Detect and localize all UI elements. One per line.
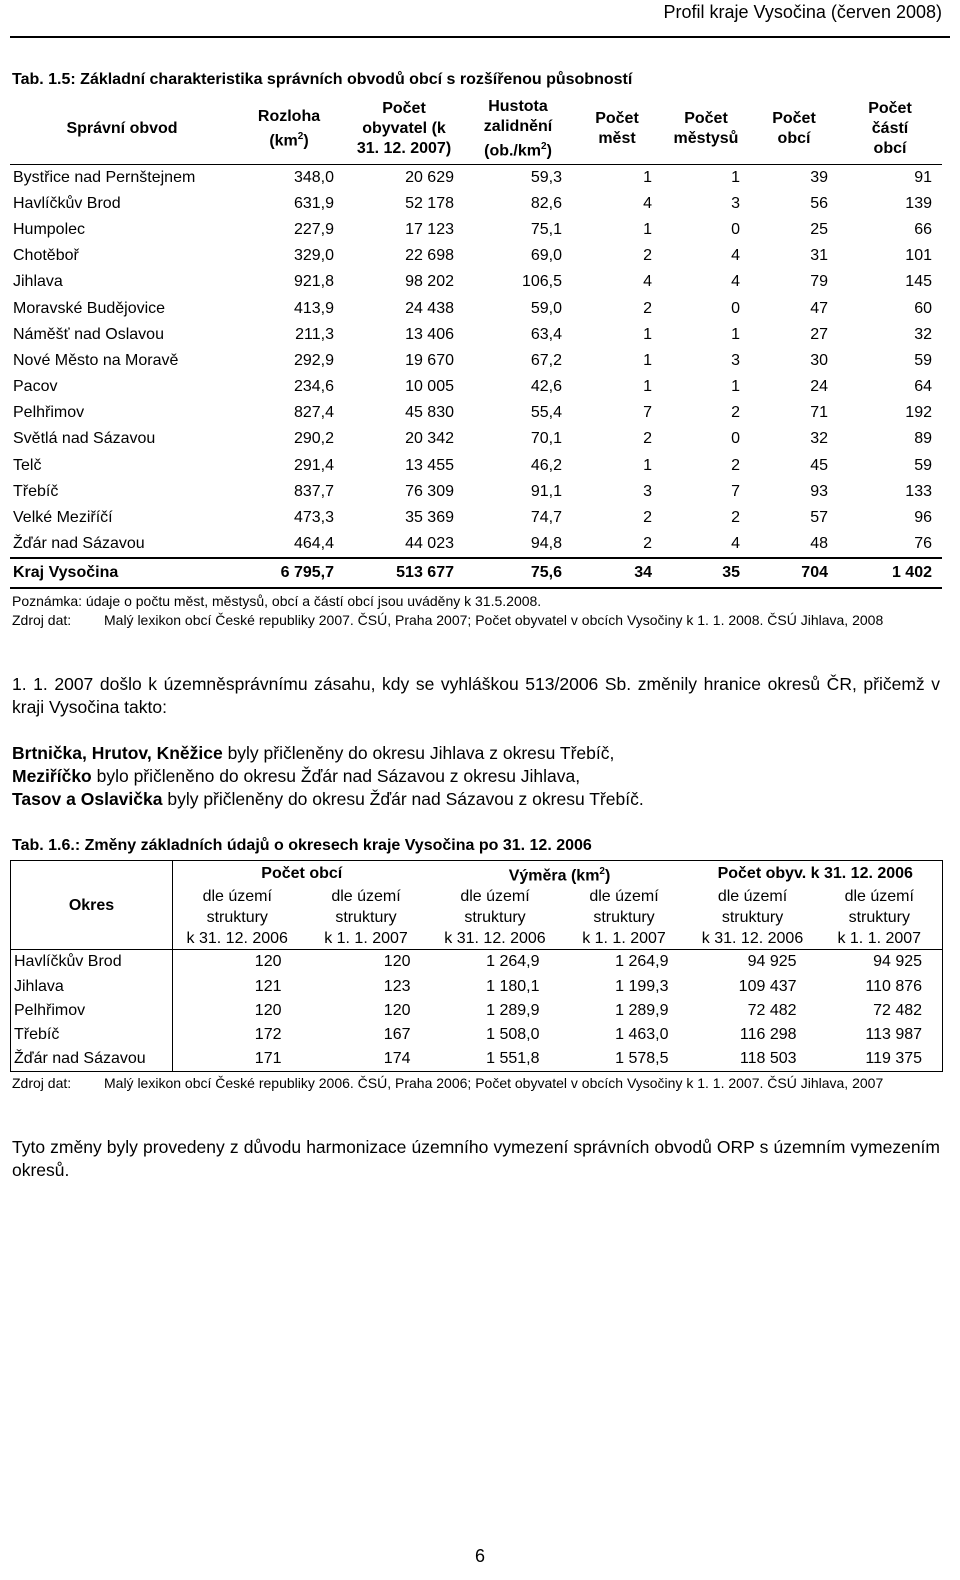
- table-cell: 27: [810, 325, 828, 343]
- table-cell: 10 005: [405, 378, 454, 396]
- paragraph-conclusion: Tyto změny byly provedeny z důvodu harmonizace územního vymezení správních obvodů ORP s územním vymezením okresů.: [12, 1137, 940, 1180]
- table-cell: 4: [731, 247, 740, 265]
- table-cell: 3: [643, 482, 652, 500]
- table-cell: 1 180,1: [486, 977, 540, 995]
- table-cell: 13 406: [405, 325, 454, 343]
- table-cell: 1: [643, 351, 652, 369]
- table-cell: 348,0: [234, 164, 344, 191]
- table-cell: 91: [838, 164, 942, 191]
- table-row: [10, 295, 942, 321]
- group-header-obyv: Počet obyv. k 31. 12. 2006: [717, 865, 913, 883]
- col-header-hustota: Hustota zalidnění $(ob./km^2)$: [464, 94, 572, 164]
- table-cell: 35 369: [405, 509, 454, 527]
- table1-caption: Tab. 1.5: Základní charakteristika správních obvodů obcí s rozšířenou působností: [12, 71, 633, 88]
- table-row: [10, 269, 942, 295]
- row-label: Pelhřimov: [11, 999, 173, 1023]
- table-cell: 3: [731, 194, 740, 212]
- table-row-total: [10, 558, 942, 588]
- table-cell: 6 795,7: [234, 558, 344, 588]
- table-cell: 1: [643, 325, 652, 343]
- row-label: Velké Meziříčí: [13, 509, 113, 527]
- table-cell: 13 455: [405, 456, 454, 474]
- table-cell: 234,6: [293, 378, 334, 396]
- page-header-title: Profil kraje Vysočina (červen 2008): [663, 2, 942, 22]
- table-cell: 2: [643, 247, 652, 265]
- row-label: Kraj Vysočina: [10, 558, 234, 588]
- table-cell: 1: [731, 325, 740, 343]
- table-cell: 2: [643, 535, 652, 553]
- table-cell: 167: [383, 1025, 411, 1043]
- table-cell: 227,9: [293, 220, 334, 238]
- header-rule: [10, 36, 950, 38]
- table-cell: 192: [905, 404, 932, 422]
- row-label: Jihlava: [13, 273, 63, 291]
- table-cell: 513 677: [344, 558, 464, 588]
- table-row: [10, 479, 942, 505]
- row-label: Žďár nad Sázavou: [13, 535, 145, 553]
- table-cell: 57: [810, 509, 828, 527]
- table-cell: 123: [383, 977, 411, 995]
- table-cell: 0: [731, 220, 740, 238]
- table2-caption: Tab. 1.6.: Změny základních údajů o okresech kraje Vysočina po 31. 12. 2006: [12, 837, 592, 854]
- table-cell: 39: [750, 164, 838, 191]
- table-cell: 94 925: [747, 953, 797, 971]
- table-cell: 139: [905, 194, 932, 212]
- table-cell: 329,0: [293, 247, 334, 265]
- table-row: [10, 191, 942, 217]
- table-cell: 32: [810, 430, 828, 448]
- table-cell: 94,8: [530, 535, 562, 553]
- col-subheader: dle území struktury k 31. 12. 2006: [689, 886, 817, 950]
- table-row: [10, 531, 942, 558]
- table-cell: 98 202: [405, 273, 454, 291]
- table-row: [11, 975, 943, 999]
- table-cell: 2: [731, 404, 740, 422]
- table-cell: 48: [810, 535, 828, 553]
- table-cell: 56: [810, 194, 828, 212]
- col-header-obvod: Správní obvod: [10, 94, 234, 164]
- source-label: Zdroj dat:: [12, 612, 72, 628]
- table-cell: 69,0: [530, 247, 562, 265]
- table-orp-characteristics: [10, 94, 942, 589]
- table-row: [10, 243, 942, 269]
- change-item: Meziříčko bylo přičleněno do okresu Žďár nad Sázavou z okresu Jihlava,: [12, 766, 581, 786]
- table-cell: 4: [731, 273, 740, 291]
- table-row: [10, 322, 942, 348]
- table-cell: 91,1: [530, 482, 562, 500]
- table-cell: 24 438: [405, 299, 454, 317]
- table-cell: 921,8: [293, 273, 334, 291]
- col-header-obci: Počet obcí: [750, 94, 838, 164]
- table-cell: 17 123: [405, 220, 454, 238]
- table2-source: [12, 1074, 942, 1093]
- row-label: Pacov: [13, 378, 58, 396]
- table-cell: 72 482: [873, 1001, 923, 1019]
- table-cell: 1: [643, 220, 652, 238]
- table-cell: 473,3: [293, 509, 334, 527]
- table-cell: 119 375: [865, 1050, 923, 1068]
- table-cell: 837,7: [293, 482, 334, 500]
- table-cell: 20 629: [344, 164, 464, 191]
- row-label: Havlíčkův Brod: [13, 194, 121, 212]
- table-cell: 2: [731, 509, 740, 527]
- table-cell: 60: [914, 299, 932, 317]
- table-cell: 94 925: [873, 953, 923, 971]
- col-header-rozloha: Rozloha $(km^2)$: [234, 94, 344, 164]
- table-cell: 291,4: [293, 456, 334, 474]
- table-cell: 24: [810, 378, 828, 396]
- table-row: [10, 217, 942, 243]
- col-header-obyvatel: Počet obyvatel (k 31. 12. 2007): [344, 94, 464, 164]
- table-cell: 34: [572, 558, 662, 588]
- col-header-okres: Okres: [11, 861, 173, 950]
- table-cell: 59,3: [464, 164, 572, 191]
- table-cell: 7: [731, 482, 740, 500]
- col-subheader: dle území struktury k 1. 1. 2007: [302, 886, 431, 950]
- row-label: Nové Město na Moravě: [13, 351, 179, 369]
- table-cell: 71: [810, 404, 828, 422]
- table-cell: 211,3: [295, 325, 334, 343]
- table-cell: 45 830: [405, 404, 454, 422]
- table-cell: 46,2: [530, 456, 562, 474]
- table-cell: 4: [643, 194, 652, 212]
- table-cell: 174: [383, 1050, 411, 1068]
- table-cell: 101: [905, 247, 932, 265]
- col-subheader: dle území struktury k 1. 1. 2007: [560, 886, 689, 950]
- table-cell: 1 508,0: [486, 1025, 540, 1043]
- table-cell: 827,4: [293, 404, 334, 422]
- table-cell: 290,2: [293, 430, 334, 448]
- table-cell: 70,1: [530, 430, 562, 448]
- table-cell: 2: [643, 430, 652, 448]
- table1-note: Poznámka: údaje o počtu měst, městysů, obcí a částí obcí jsou uváděny k 31.5.2008.: [12, 593, 542, 609]
- table-cell: 72 482: [747, 1001, 797, 1019]
- table-cell: 631,9: [293, 194, 334, 212]
- group-header-obci: Počet obcí: [261, 865, 343, 883]
- table-cell: 2: [731, 456, 740, 474]
- table-cell: 42,6: [530, 378, 562, 396]
- table-row: [11, 1047, 943, 1072]
- table-cell: 413,9: [293, 299, 334, 317]
- table-row: [11, 1023, 943, 1047]
- table-row: [11, 999, 943, 1023]
- table-cell: 75,6: [464, 558, 572, 588]
- source-text: Malý lexikon obcí České republiky 2007. ČSÚ, Praha 2007; Počet obyvatel v obcích Vysočiny k 1. 1. 2008. ČSÚ Jihlava, 2008: [104, 612, 884, 628]
- table-cell: 2: [643, 299, 652, 317]
- table-row: [10, 400, 942, 426]
- table-cell: 66: [914, 220, 932, 238]
- table-cell: 55,4: [530, 404, 562, 422]
- table-row: [10, 348, 942, 374]
- table-cell: 0: [731, 430, 740, 448]
- table-cell: 0: [731, 299, 740, 317]
- row-label: Jihlava: [11, 975, 173, 999]
- col-subheader: dle území struktury k 31. 12. 2006: [431, 886, 560, 950]
- table-cell: 1 402: [838, 558, 942, 588]
- table-cell: 4: [731, 535, 740, 553]
- change-item: Tasov a Oslavička byly přičleněny do okresu Žďár nad Sázavou z okresu Třebíč.: [12, 789, 644, 809]
- table-cell: 76: [914, 535, 932, 553]
- col-subheader: dle území struktury k 1. 1. 2007: [817, 886, 943, 950]
- table-cell: 1 199,3: [615, 977, 669, 995]
- table-cell: 145: [905, 273, 932, 291]
- table-row: [10, 453, 942, 479]
- table-cell: 25: [810, 220, 828, 238]
- table-cell: 74,7: [530, 509, 562, 527]
- table-row: [10, 426, 942, 452]
- row-label: Telč: [13, 456, 42, 474]
- table-cell: 120: [254, 1001, 282, 1019]
- table-cell: 1 289,9: [486, 1001, 540, 1019]
- table-cell: 79: [810, 273, 828, 291]
- table-cell: 19 670: [405, 351, 454, 369]
- table-cell: 171: [254, 1050, 282, 1068]
- row-label: Bystřice nad Pernštejnem: [10, 164, 234, 191]
- source-label: Zdroj dat:: [12, 1075, 72, 1091]
- table-cell: 1: [643, 456, 652, 474]
- table-cell: 32: [914, 325, 932, 343]
- table-row: [10, 164, 942, 191]
- table-cell: 35: [662, 558, 750, 588]
- group-header-vymera: Výměra $(km^2)$: [508, 866, 611, 885]
- table-cell: 1 463,0: [615, 1025, 669, 1043]
- table-cell: 113 987: [865, 1025, 923, 1043]
- row-label: Humpolec: [13, 220, 86, 238]
- table-cell: 45: [810, 456, 828, 474]
- change-item: Brtnička, Hrutov, Kněžice byly přičleněny do okresu Jihlava z okresu Třebíč,: [12, 743, 615, 763]
- table-cell: 121: [254, 977, 282, 995]
- table-cell: 1 264,9: [486, 953, 540, 971]
- row-label: Chotěboř: [13, 247, 79, 265]
- table-cell: 704: [750, 558, 838, 588]
- table-cell: 133: [905, 482, 932, 500]
- table-cell: 1 551,8: [486, 1050, 540, 1068]
- table-district-changes: [10, 860, 943, 1072]
- row-label: Světlá nad Sázavou: [13, 430, 156, 448]
- table-cell: 7: [643, 404, 652, 422]
- table-cell: 93: [810, 482, 828, 500]
- table-cell: 116 298: [739, 1025, 797, 1043]
- table-cell: 20 342: [405, 430, 454, 448]
- row-label: Třebíč: [11, 1023, 173, 1047]
- table-cell: 464,4: [293, 535, 334, 553]
- table-cell: 120: [383, 953, 411, 971]
- table-cell: 1 289,9: [615, 1001, 669, 1019]
- table-cell: 47: [810, 299, 828, 317]
- row-label: Náměšť nad Oslavou: [13, 325, 164, 343]
- table-cell: 64: [914, 378, 932, 396]
- table-cell: 2: [643, 509, 652, 527]
- table-cell: 82,6: [530, 194, 562, 212]
- table-cell: 76 309: [405, 482, 454, 500]
- col-header-casti: Počet částí obcí: [838, 94, 942, 164]
- table-cell: 1: [572, 164, 662, 191]
- table-cell: 89: [914, 430, 932, 448]
- table-cell: 3: [731, 351, 740, 369]
- table-cell: 106,5: [521, 273, 562, 291]
- table-cell: 1 578,5: [615, 1050, 669, 1068]
- col-subheader: dle území struktury k 31. 12. 2006: [173, 886, 302, 950]
- table-cell: 1: [643, 378, 652, 396]
- table-cell: 109 437: [738, 977, 797, 995]
- table-cell: 110 876: [865, 977, 923, 995]
- row-label: Žďár nad Sázavou: [11, 1047, 173, 1072]
- row-label: Havlíčkův Brod: [11, 950, 173, 975]
- table-cell: 96: [914, 509, 932, 527]
- table-cell: 120: [383, 1001, 411, 1019]
- table-cell: 52 178: [405, 194, 454, 212]
- table-cell: 1: [662, 164, 750, 191]
- table1-source: [12, 611, 942, 630]
- col-header-mest: Počet měst: [572, 94, 662, 164]
- table-cell: 59,0: [530, 299, 562, 317]
- table-cell: 4: [643, 273, 652, 291]
- table-cell: 172: [254, 1025, 282, 1043]
- changes-list: [12, 742, 940, 811]
- col-header-mestysu: Počet městysů: [662, 94, 750, 164]
- table-cell: 59: [914, 456, 932, 474]
- table-cell: 292,9: [293, 351, 334, 369]
- paragraph-territorial-change: 1. 1. 2007 došlo k územněsprávnímu zásahu, kdy se vyhláškou 513/2006 Sb. změnily hranice okresů ČR, přičemž v kraji Vysočina takto:: [12, 674, 940, 717]
- table-cell: 1 264,9: [615, 953, 669, 971]
- table-cell: 63,4: [530, 325, 562, 343]
- row-label: Moravské Budějovice: [13, 299, 166, 317]
- page-number: 6: [474, 1546, 485, 1566]
- table-cell: 44 023: [405, 535, 454, 553]
- source-text: Malý lexikon obcí České republiky 2006. ČSÚ, Praha 2006; Počet obyvatel v obcích Vysočiny k 1. 1. 2007. ČSÚ Jihlava, 2007: [104, 1075, 884, 1091]
- table-cell: 120: [254, 953, 282, 971]
- table-cell: 67,2: [530, 351, 562, 369]
- table-cell: 31: [810, 247, 828, 265]
- table-cell: 59: [914, 351, 932, 369]
- table-row: [10, 505, 942, 531]
- table-row: [11, 950, 943, 975]
- table-cell: 1: [731, 378, 740, 396]
- row-label: Pelhřimov: [13, 404, 85, 422]
- table-row: [10, 374, 942, 400]
- table-cell: 75,1: [530, 220, 562, 238]
- table-cell: 22 698: [405, 247, 454, 265]
- table-cell: 30: [810, 351, 828, 369]
- table-cell: 118 503: [739, 1050, 797, 1068]
- row-label: Třebíč: [13, 482, 59, 500]
